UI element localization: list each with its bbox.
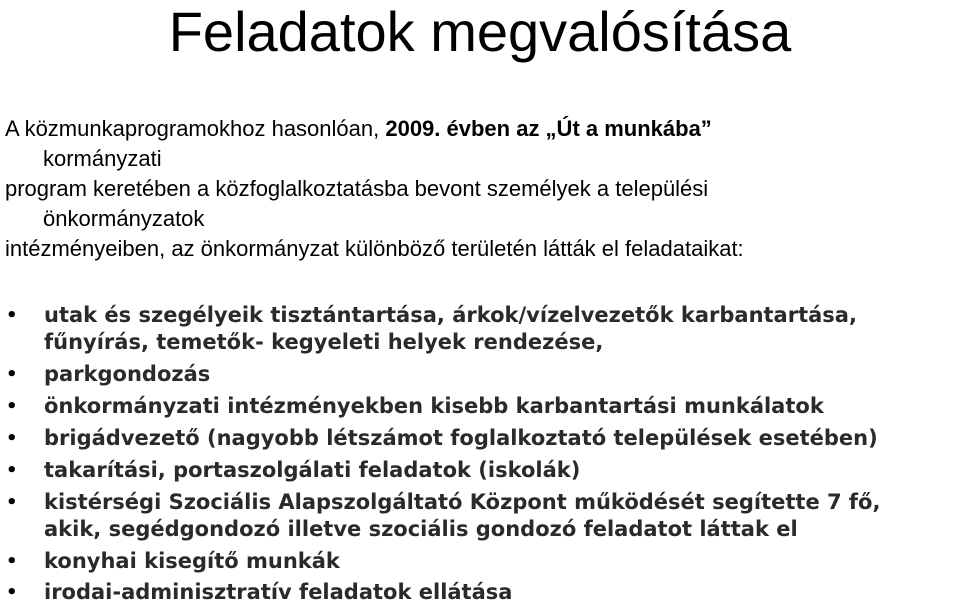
bullet-icon: •	[6, 582, 18, 603]
intro-line-4: önkormányzatok	[43, 206, 205, 231]
intro-line-1-bold: 2009. évben az „Út a munkába”	[385, 116, 712, 141]
intro-line-3: program keretében a közfoglalkoztatásba bevont személyek a települési	[5, 176, 709, 201]
task-list	[0, 302, 960, 610]
task-item-parks	[0, 361, 960, 388]
bullet-icon: •	[6, 460, 18, 481]
task-item-office	[0, 579, 960, 606]
task-item-cleaning	[0, 457, 960, 484]
intro-paragraph	[5, 114, 957, 264]
task-item-text: önkormányzati intézményekben kisebb karbantartási munkálatok	[44, 394, 824, 418]
task-item-kitchen	[0, 548, 960, 575]
task-item-social-services	[0, 489, 960, 543]
task-item-text: kistérségi Szociális Alapszolgáltató Központ működését segítette 7 fő,	[44, 490, 881, 514]
task-item-text: akik, segédgondozó illetve szociális gondozó feladatot láttak el	[44, 517, 798, 541]
intro-line-1-prefix: A közmunkaprogramokhoz hasonlóan,	[5, 116, 386, 141]
bullet-icon: •	[6, 396, 18, 417]
bullet-icon: •	[6, 305, 18, 326]
intro-line-5: intézményeiben, az önkormányzat különböző területén látták el feladataikat:	[5, 236, 744, 261]
task-item-text: konyhai kisegítő munkák	[44, 549, 340, 573]
task-item-text: fűnyírás, temetők- kegyeleti helyek rendezése,	[44, 330, 604, 354]
task-item-text: utak és szegélyeik tisztántartása, árkok/vízelvezetők karbantartása,	[44, 303, 857, 327]
task-item-maintenance	[0, 393, 960, 420]
slide-title: Feladatok megvalósítása	[168, 0, 792, 63]
bullet-icon: •	[6, 428, 18, 449]
task-item-text: parkgondozás	[44, 362, 211, 386]
task-item-text: brigádvezető (nagyobb létszámot foglalkoztató települések esetében)	[44, 426, 878, 450]
bullet-icon: •	[6, 364, 18, 385]
task-item-text: irodai-adminisztratív feladatok ellátása	[44, 580, 513, 604]
task-item-text: takarítási, portaszolgálati feladatok (iskolák)	[44, 458, 581, 482]
intro-line-1	[5, 114, 957, 144]
intro-line-2: kormányzati	[43, 146, 162, 171]
task-item-brigade-leader	[0, 425, 960, 452]
task-item-roads	[0, 302, 960, 356]
bullet-icon: •	[6, 551, 18, 572]
bullet-icon: •	[6, 492, 18, 513]
